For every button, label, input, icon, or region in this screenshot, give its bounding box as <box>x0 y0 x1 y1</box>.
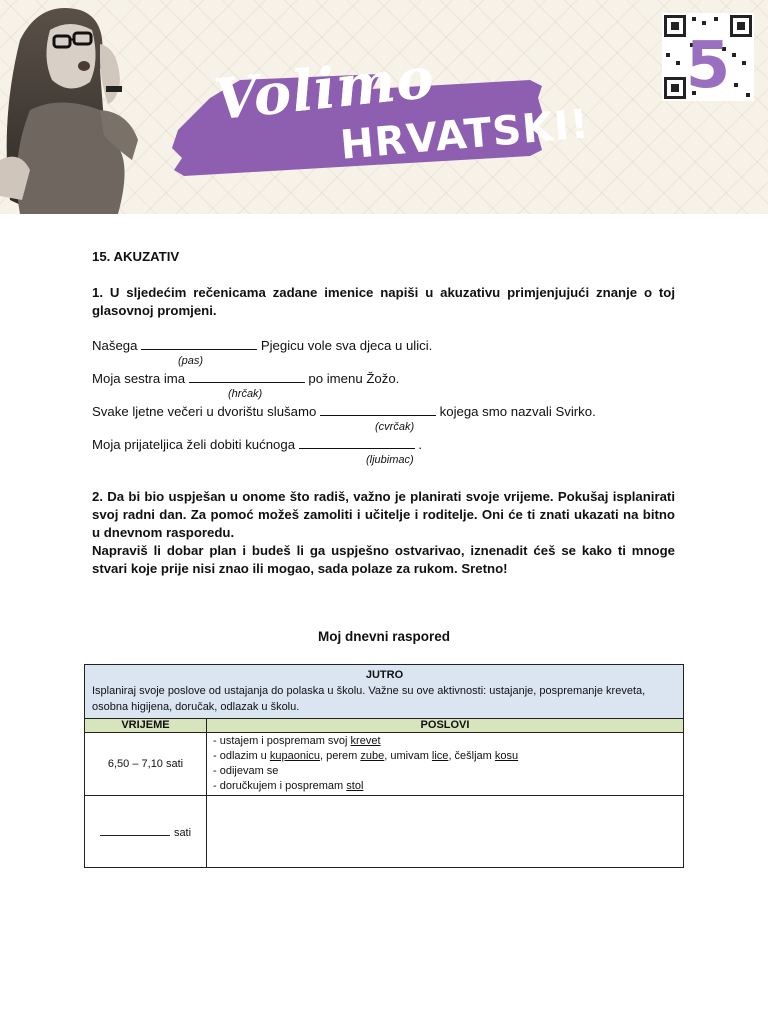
volimo-hrvatski-logo <box>170 44 592 180</box>
morning-description: Isplaniraj svoje poslove od ustajanja do polaska u školu. Važne su ove aktivnosti: ustajanje, pospremanje kreveta, osobna higijena, doručak, odlazak u školu. <box>92 685 646 713</box>
task-line: - odijevam se <box>213 765 279 777</box>
sentence-text: Pjegicu vole sva djeca u ulici. <box>260 338 433 353</box>
time-suffix: sati <box>173 826 192 839</box>
sentence-text: kojega smo nazvali Svirko. <box>439 404 596 419</box>
sentence-text: Moja prijateljica želi dobiti kućnoga <box>92 437 296 452</box>
column-header-row <box>85 719 684 733</box>
time-blank[interactable] <box>100 825 170 836</box>
sentence-list <box>92 336 675 468</box>
sentence-text: Našega <box>92 338 138 353</box>
table-row <box>85 796 684 868</box>
morning-header-row <box>85 665 684 719</box>
logo-script-text: Volimo <box>211 44 438 134</box>
col-header-time: VRIJEME <box>85 719 207 733</box>
daily-schedule-table <box>84 664 684 868</box>
header-banner <box>0 0 768 214</box>
task-line: - ustajem i pospremam svoj krevet <box>213 735 381 747</box>
qr-digit: 5 <box>685 29 731 101</box>
task2-paragraph-1: 2. Da bi bio uspješan u onome što radiš, važno je planirati svoje vrijeme. Pokušaj isplanirati svoj radni dan. Za pomoć možeš zamoliti i učitelje i roditelje. Oni će ti znati ukazati na bitno u dnevnom rasporedu. <box>92 489 675 540</box>
worksheet-body <box>92 248 675 578</box>
qr-code-icon <box>662 13 754 101</box>
task2-paragraph-2: Napraviš li dobar plan i budeš li ga uspješno ostvarivao, iznenadit ćeš se kako ti mnoge stvari koje prije nisi znao ili mogao, sada polaze za rukom. Sretno! <box>92 543 675 576</box>
girl-illustration <box>0 0 150 214</box>
answer-blank[interactable] <box>320 402 436 416</box>
hint-word: (pas) <box>178 355 204 367</box>
answer-blank[interactable] <box>299 435 415 449</box>
hint-word: (ljubimac) <box>366 454 414 466</box>
table-row <box>85 733 684 796</box>
sentence-text: Svake ljetne večeri u dvorištu slušamo <box>92 404 317 419</box>
morning-title: JUTRO <box>365 669 404 681</box>
hint-word: (hrčak) <box>228 388 263 400</box>
task-line: - odlazim u kupaonicu, perem zube, umivam lice, češljam kosu <box>213 750 519 762</box>
col-header-tasks: POSLOVI <box>207 719 684 733</box>
schedule-title: Moj dnevni raspored <box>317 629 451 644</box>
hint-word: (cvrčak) <box>375 421 415 433</box>
section-title: 15. AKUZATIV <box>92 249 180 264</box>
answer-blank[interactable] <box>141 336 257 350</box>
tasks-cell-empty[interactable] <box>207 796 684 868</box>
time-cell: 6,50 – 7,10 sati <box>85 733 207 796</box>
task1-instruction: 1. U sljedećim rečenicama zadane imenice napiši u akuzativu primjenjujući znanje o toj glasovnoj promjeni. <box>92 285 675 318</box>
task-line: - doručkujem i pospremam stol <box>213 780 364 792</box>
sentence-text: . <box>418 437 423 452</box>
tasks-cell <box>207 733 684 796</box>
answer-blank[interactable] <box>189 369 305 383</box>
time-cell <box>85 796 207 868</box>
logo-block-text: HRVATSKI! <box>338 101 592 169</box>
sentence-text: po imenu Žožo. <box>308 371 400 386</box>
sentence-text: Moja sestra ima <box>92 371 186 386</box>
sentence-2 <box>92 369 675 387</box>
